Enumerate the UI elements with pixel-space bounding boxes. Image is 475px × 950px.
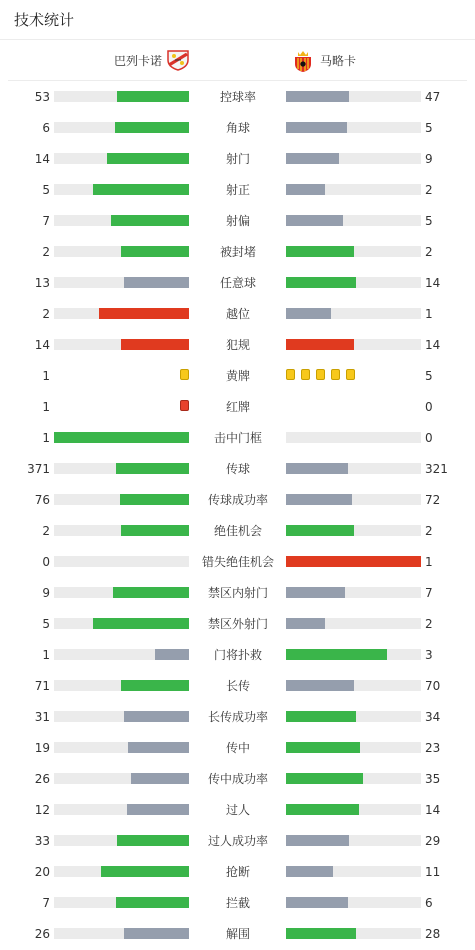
- home-stat-bar-fill: [116, 897, 189, 908]
- stat-label: 拦截: [225, 896, 250, 910]
- home-stat-value: 7: [42, 214, 50, 228]
- stat-row: [0, 484, 475, 515]
- away-stat-bar: [286, 835, 421, 846]
- home-stat-bar: [54, 742, 189, 753]
- away-stat-bar-fill: [286, 184, 325, 195]
- away-stat-value: 5: [425, 121, 433, 135]
- home-stat-value: 2: [42, 524, 50, 538]
- away-stat-bar: [286, 897, 421, 908]
- home-stat-bar: [54, 215, 189, 226]
- home-stat-bar-fill: [127, 804, 189, 815]
- away-stat-value: 3: [425, 648, 433, 662]
- away-stat-bar: [286, 339, 421, 350]
- away-stat-bar-fill: [286, 711, 356, 722]
- stat-label: 红牌: [225, 400, 250, 414]
- home-stat-value: 5: [42, 617, 50, 631]
- stat-row: [0, 360, 475, 391]
- away-team-name: 马略卡: [320, 53, 357, 68]
- home-stat-value: 2: [42, 245, 50, 259]
- home-stat-bar: [54, 525, 189, 536]
- home-stat-bar: [54, 773, 189, 784]
- away-stat-value: 321: [425, 462, 448, 476]
- home-stat-value: 19: [34, 741, 50, 755]
- away-stat-bar: [286, 432, 421, 443]
- stat-label: 禁区外射门: [207, 617, 268, 631]
- stat-row: [0, 453, 475, 484]
- away-stat-value: 7: [425, 586, 433, 600]
- home-stat-value: 26: [34, 772, 50, 786]
- away-stat-value: 2: [425, 183, 433, 197]
- home-stat-value: 7: [42, 896, 50, 910]
- stat-label: 门将扑救: [213, 648, 262, 662]
- home-stat-bar: [54, 277, 189, 288]
- stats-header: [0, 0, 475, 40]
- away-stat-value: 28: [425, 927, 441, 941]
- team-header: [8, 40, 467, 81]
- away-stat-value: 0: [425, 400, 433, 414]
- home-stat-value: 12: [34, 803, 50, 817]
- home-stat-bar-fill: [107, 153, 189, 164]
- yellow-card-icon: [331, 369, 340, 380]
- red-card-icon: [180, 400, 189, 411]
- yellow-card-icon: [316, 369, 325, 380]
- away-stat-bar-fill: [286, 556, 421, 567]
- stat-label: 控球率: [219, 90, 256, 104]
- away-stat-bar: [286, 618, 421, 629]
- away-stat-bar: [286, 680, 421, 691]
- yellow-card-icon: [180, 369, 189, 380]
- home-stat-bar-fill: [121, 339, 189, 350]
- stat-label: 解围: [225, 927, 250, 941]
- home-stat-bar: [54, 339, 189, 350]
- home-stat-bar: [54, 91, 189, 102]
- home-stat-bar-fill: [115, 122, 189, 133]
- stat-row: [0, 174, 475, 205]
- stat-row: [0, 763, 475, 794]
- away-stat-value: 0: [425, 431, 433, 445]
- stat-label: 击中门框: [213, 431, 262, 445]
- home-stat-value: 13: [34, 276, 50, 290]
- away-stat-value: 9: [425, 152, 433, 166]
- away-stat-value: 5: [425, 214, 433, 228]
- home-stat-bar-fill: [120, 494, 189, 505]
- stat-row: [0, 825, 475, 856]
- away-stat-value: 11: [425, 865, 441, 879]
- stat-label: 角球: [225, 121, 250, 135]
- home-stat-value: 20: [34, 865, 50, 879]
- away-stat-bar-fill: [286, 618, 325, 629]
- home-stat-value: 14: [34, 338, 50, 352]
- stat-label: 传中: [225, 741, 250, 755]
- home-stat-bar-fill: [99, 308, 189, 319]
- away-stat-bar: [286, 866, 421, 877]
- home-stat-bar-fill: [111, 215, 189, 226]
- stat-row: [0, 112, 475, 143]
- home-stat-bar: [54, 246, 189, 257]
- away-stat-bar-fill: [286, 587, 345, 598]
- home-team[interactable]: [114, 40, 188, 80]
- home-stat-value: 1: [42, 400, 50, 414]
- away-stat-bar-fill: [286, 742, 360, 753]
- yellow-card-icon: [346, 369, 355, 380]
- away-stat-value: 14: [425, 338, 441, 352]
- stat-label: 禁区内射门: [207, 586, 268, 600]
- home-stat-bar-fill: [117, 835, 189, 846]
- stat-row: [0, 608, 475, 639]
- stat-row: [0, 670, 475, 701]
- home-stat-bar: [54, 680, 189, 691]
- home-stat-bar: [54, 432, 189, 443]
- mallorca-crest-icon: [292, 49, 314, 71]
- home-stat-value: 1: [42, 369, 50, 383]
- stat-row: [0, 81, 475, 112]
- stat-row: [0, 391, 475, 422]
- stat-row: [0, 794, 475, 825]
- stat-label: 抢断: [225, 865, 250, 879]
- stat-row: [0, 298, 475, 329]
- home-stat-bar-fill: [128, 742, 189, 753]
- stat-label: 射偏: [225, 214, 250, 228]
- away-stat-bar: [286, 246, 421, 257]
- home-stat-bar: [54, 556, 189, 567]
- home-stat-bar: [54, 928, 189, 939]
- stat-row: [0, 205, 475, 236]
- rayo-vallecano-crest-icon: [166, 49, 188, 71]
- stat-label: 任意球: [219, 276, 256, 290]
- home-stat-bar: [54, 308, 189, 319]
- home-stat-bar-fill: [93, 618, 189, 629]
- away-stat-value: 72: [425, 493, 441, 507]
- home-stat-value: 53: [34, 90, 50, 104]
- stat-row: [0, 546, 475, 577]
- away-stat-bar: [286, 153, 421, 164]
- stat-label: 射正: [225, 183, 250, 197]
- stat-label: 过人: [225, 803, 250, 817]
- home-stat-value: 14: [34, 152, 50, 166]
- home-stat-bar-fill: [155, 649, 189, 660]
- home-stat-value: 1: [42, 648, 50, 662]
- away-stat-bar: [286, 525, 421, 536]
- stat-row: [0, 236, 475, 267]
- away-stat-value: 14: [425, 276, 441, 290]
- away-stat-value: 29: [425, 834, 441, 848]
- away-stat-bar-fill: [286, 804, 359, 815]
- stat-row: [0, 856, 475, 887]
- home-stat-value: 0: [42, 555, 50, 569]
- home-stat-bar-fill: [124, 928, 189, 939]
- stat-label: 越位: [225, 307, 250, 321]
- away-cards: [286, 369, 361, 380]
- away-stat-bar-fill: [286, 308, 331, 319]
- stat-row: [0, 422, 475, 453]
- home-cards: [174, 400, 189, 411]
- away-stat-bar: [286, 463, 421, 474]
- home-stat-value: 76: [34, 493, 50, 507]
- stat-label: 射门: [225, 152, 250, 166]
- stat-row: [0, 732, 475, 763]
- stat-label: 被封堵: [219, 245, 256, 259]
- away-stat-bar: [286, 649, 421, 660]
- stat-row: [0, 577, 475, 608]
- home-stat-bar-fill: [117, 91, 189, 102]
- stat-row: [0, 515, 475, 546]
- stat-label: 犯规: [225, 338, 250, 352]
- home-stat-value: 71: [34, 679, 50, 693]
- home-stat-bar: [54, 122, 189, 133]
- yellow-card-icon: [301, 369, 310, 380]
- home-stat-bar: [54, 153, 189, 164]
- home-stat-bar-fill: [121, 246, 189, 257]
- away-stat-bar-fill: [286, 122, 347, 133]
- home-stat-value: 33: [34, 834, 50, 848]
- stat-label: 错失绝佳机会: [201, 555, 274, 569]
- away-stat-bar-fill: [286, 866, 333, 877]
- stat-row: [0, 639, 475, 670]
- away-stat-bar-fill: [286, 928, 356, 939]
- home-stat-bar-fill: [124, 711, 189, 722]
- home-stat-bar-fill: [113, 587, 189, 598]
- home-stat-bar-fill: [54, 432, 189, 443]
- home-stat-bar: [54, 835, 189, 846]
- home-stat-bar: [54, 866, 189, 877]
- home-stat-value: 26: [34, 927, 50, 941]
- stat-row: [0, 267, 475, 298]
- home-stat-value: 1: [42, 431, 50, 445]
- away-stat-bar-fill: [286, 277, 356, 288]
- stat-row: [0, 701, 475, 732]
- away-stat-value: 23: [425, 741, 441, 755]
- away-stat-bar: [286, 711, 421, 722]
- home-stat-bar-fill: [121, 680, 189, 691]
- home-stat-value: 31: [34, 710, 50, 724]
- home-stat-value: 2: [42, 307, 50, 321]
- home-stat-bar: [54, 463, 189, 474]
- away-stat-bar: [286, 742, 421, 753]
- away-stat-bar-fill: [286, 91, 349, 102]
- away-stat-bar: [286, 494, 421, 505]
- away-stat-bar-fill: [286, 835, 349, 846]
- home-cards: [174, 369, 189, 380]
- away-stat-bar: [286, 184, 421, 195]
- stat-label: 过人成功率: [207, 834, 268, 848]
- home-stat-bar: [54, 711, 189, 722]
- stat-row: [0, 143, 475, 174]
- home-stat-bar-fill: [101, 866, 189, 877]
- away-stat-bar: [286, 556, 421, 567]
- away-stat-bar-fill: [286, 525, 354, 536]
- stat-row: [0, 887, 475, 918]
- away-stat-bar-fill: [286, 680, 354, 691]
- stat-row: [0, 329, 475, 360]
- away-stat-value: 47: [425, 90, 441, 104]
- home-stat-bar-fill: [121, 525, 189, 536]
- away-stat-bar-fill: [286, 463, 348, 474]
- away-stat-value: 14: [425, 803, 441, 817]
- away-stat-bar-fill: [286, 339, 354, 350]
- away-stat-value: 35: [425, 772, 441, 786]
- away-stat-bar: [286, 308, 421, 319]
- away-stat-bar-fill: [286, 246, 354, 257]
- stat-label: 绝佳机会: [213, 524, 262, 538]
- away-stat-bar: [286, 773, 421, 784]
- stat-label: 黄牌: [225, 369, 250, 383]
- stat-label: 传球成功率: [207, 493, 268, 507]
- away-stat-bar: [286, 928, 421, 939]
- away-stat-bar: [286, 122, 421, 133]
- away-stat-bar-fill: [286, 773, 363, 784]
- stat-label: 传球: [225, 462, 250, 476]
- home-stat-bar-fill: [131, 773, 189, 784]
- away-stat-value: 1: [425, 307, 433, 321]
- away-stat-bar-fill: [286, 215, 343, 226]
- home-stat-bar-fill: [93, 184, 189, 195]
- home-stat-bar: [54, 897, 189, 908]
- away-stat-value: 5: [425, 369, 433, 383]
- home-stat-bar: [54, 618, 189, 629]
- away-stat-value: 2: [425, 617, 433, 631]
- away-stat-value: 6: [425, 896, 433, 910]
- home-stat-value: 6: [42, 121, 50, 135]
- home-stat-bar: [54, 587, 189, 598]
- home-stat-bar: [54, 804, 189, 815]
- home-stat-bar: [54, 184, 189, 195]
- away-stat-value: 1: [425, 555, 433, 569]
- home-stat-bar-fill: [116, 463, 189, 474]
- home-stat-value: 5: [42, 183, 50, 197]
- away-stat-value: 34: [425, 710, 441, 724]
- away-stat-bar: [286, 277, 421, 288]
- home-stat-bar: [54, 494, 189, 505]
- home-team-name: 巴列卡诺: [114, 53, 163, 68]
- away-stat-bar-fill: [286, 897, 348, 908]
- away-stat-bar: [286, 804, 421, 815]
- stat-row: [0, 918, 475, 949]
- away-stat-bar-fill: [286, 494, 352, 505]
- page-title: 技术统计: [14, 11, 75, 29]
- away-team[interactable]: [292, 40, 356, 80]
- stat-label: 传中成功率: [207, 772, 268, 786]
- home-stat-bar: [54, 649, 189, 660]
- home-stat-bar-fill: [124, 277, 189, 288]
- away-stat-value: 70: [425, 679, 441, 693]
- away-stat-bar: [286, 215, 421, 226]
- stat-label: 长传成功率: [207, 710, 268, 724]
- away-stat-bar-fill: [286, 153, 339, 164]
- stat-label: 长传: [225, 679, 250, 693]
- yellow-card-icon: [286, 369, 295, 380]
- away-stat-bar-fill: [286, 649, 387, 660]
- away-stat-value: 2: [425, 524, 433, 538]
- away-stat-value: 2: [425, 245, 433, 259]
- away-stat-bar: [286, 587, 421, 598]
- away-stat-bar: [286, 91, 421, 102]
- home-stat-value: 9: [42, 586, 50, 600]
- home-stat-value: 371: [27, 462, 50, 476]
